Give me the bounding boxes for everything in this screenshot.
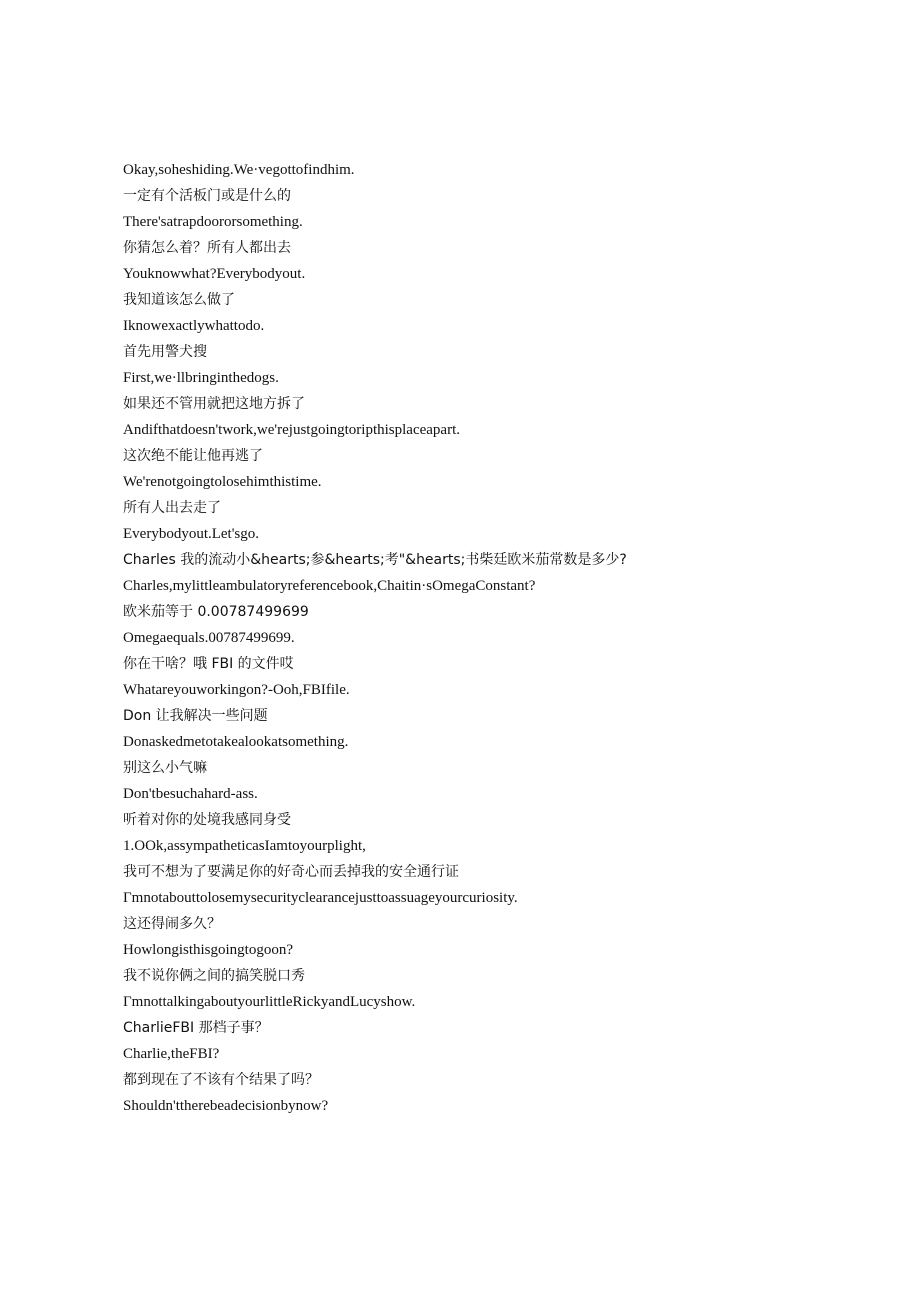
subtitle-line: Charles 我的流动小&hearts;参&hearts;考"&hearts;书柴廷欧米茄常数是多少?	[123, 552, 627, 568]
subtitle-line: 都到现在了不该有个结果了吗？	[123, 1072, 319, 1088]
subtitle-line: Charles,mylittleambulatoryreferencebook,Chaitin·sOmegaConstant?	[123, 578, 536, 594]
subtitle-line: Andifthatdoesn'twork,we'rejustgoingtoripthisplaceapart.	[123, 422, 460, 438]
subtitle-line: 所有人出去走了	[123, 500, 221, 516]
subtitle-line: ΓmnottalkingaboutyourlittleRickyandLucyshow.	[123, 994, 416, 1010]
subtitle-line: 如果还不管用就把这地方拆了	[123, 396, 305, 412]
subtitle-line: Omegaequals.00787499699.	[123, 630, 295, 646]
subtitle-line: 我可不想为了要满足你的好奇心而丢掉我的安全通行证	[123, 864, 459, 880]
subtitle-line: 听着对你的处境我感同身受	[123, 812, 291, 828]
subtitle-line: Howlongisthisgoingtogoon?	[123, 942, 294, 958]
subtitle-line: We'renotgoingtolosehimthistime.	[123, 474, 322, 490]
subtitle-line: 别这么小气嘛	[123, 760, 207, 776]
subtitle-line: Everybodyout.Let'sgo.	[123, 526, 260, 542]
subtitle-line: Donaskedmetotakealookatsomething.	[123, 734, 349, 750]
subtitle-line: Charlie,theFBI?	[123, 1046, 220, 1062]
subtitle-line: Iknowexactlywhattodo.	[123, 318, 265, 334]
subtitle-line: 我不说你俩之间的搞笑脱口秀	[123, 968, 305, 984]
subtitle-line: 首先用警犬搜	[123, 344, 207, 360]
subtitle-line: Whatareyouworkingon?-Ooh,FBIfile.	[123, 682, 350, 698]
subtitle-line: 这还得闹多久？	[123, 916, 221, 932]
subtitle-line: Γmnotabouttolosemysecurityclearancejusttoassuageyourcuriosity.	[123, 890, 518, 906]
subtitle-line: Don'tbesuchahard-ass.	[123, 786, 258, 802]
subtitle-lines	[123, 159, 843, 1121]
subtitle-line: Okay,soheshiding.We·vegottofindhim.	[123, 162, 355, 178]
subtitle-line: 一定有个活板门或是什么的	[123, 188, 291, 204]
subtitle-line: 欧米茄等于 0.00787499699	[123, 604, 309, 620]
subtitle-line: 你猜怎么着？所有人都出去	[123, 240, 291, 256]
subtitle-line: There'satrapdoororsomething.	[123, 214, 303, 230]
subtitle-line: 1.OOk,assympatheticasIamtoyourplight,	[123, 838, 366, 854]
subtitle-line: 你在干啥？哦 FBI 的文件哎	[123, 656, 294, 672]
subtitle-line: 这次绝不能让他再逃了	[123, 448, 263, 464]
subtitle-line: Youknowwhat?Everybodyout.	[123, 266, 306, 282]
subtitle-line: CharlieFBI 那档子事？	[123, 1020, 269, 1036]
subtitle-line: Don 让我解决一些问题	[123, 708, 268, 724]
subtitle-line: Shouldn'ttherebeadecisionbynow?	[123, 1098, 329, 1114]
subtitle-line: 我知道该怎么做了	[123, 292, 235, 308]
subtitle-line: First,we·llbringinthedogs.	[123, 370, 279, 386]
